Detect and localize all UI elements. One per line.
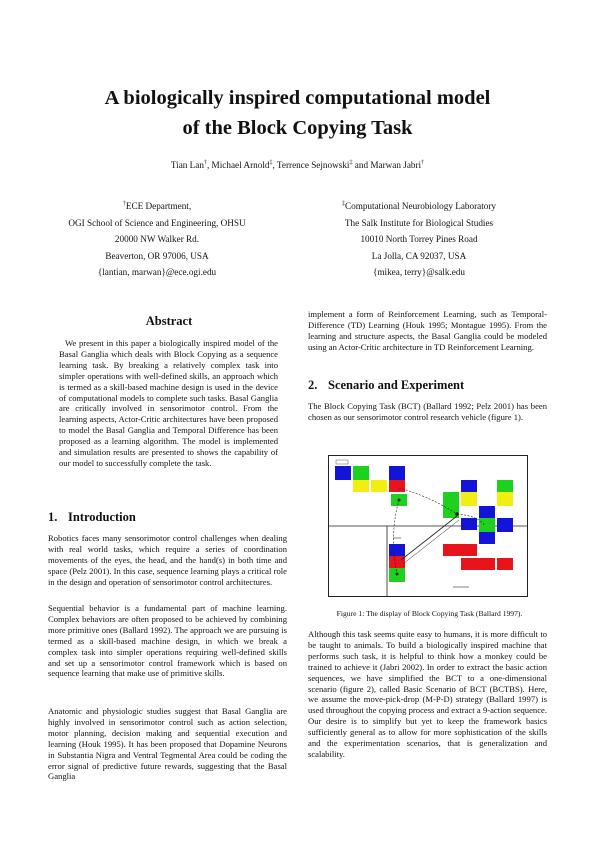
section-title: Scenario and Experiment <box>328 378 465 392</box>
fixation-point <box>396 573 399 576</box>
affiliation-left-dept: ECE Department, <box>125 201 192 211</box>
abstract-heading: Abstract <box>145 314 193 328</box>
author-separator: and <box>352 160 371 170</box>
author-separator: , <box>206 160 212 170</box>
resource-block <box>443 544 477 556</box>
scenario-paragraph-1: The Block Copying Task (BCT) (Ballard 1992; Pelz 2001) has been chosen as our sensorimotor control research vehicle (figure 1). <box>308 401 547 422</box>
affiliation-left-street: 20000 NW Walker Rd. <box>114 234 200 245</box>
model-block <box>353 480 369 492</box>
workspace-block <box>389 544 405 556</box>
author-4-mark: † <box>421 160 425 166</box>
affiliation-left-email: {lantian, marwan}@ece.ogi.edu <box>97 267 217 278</box>
scenario-paragraph-2: Although this task seems quite easy to humans, it is more difficult to be taught to animals. To build a biologically inspired machine that performs such task, it is helpful to think how a monkey could be trained to achieve it (Jabri 2002). In order to extract the basic action sequences, we have simplified the BCT to a one-dimensional scenario (figure 2), called Basic Scenario of BCT (BCTBS). Here, we assume the move-pick-drop (M-P-D) strategy (Ballard 1997) is used throughout the copying process and extract a 9-action sequence. Our desire is to simplify but yet to keep the framework basics sufficiently general as to allow for more sophistication of the skills and the experimentation scenarios, that is generalization and scalability. <box>308 629 547 759</box>
author-2: Michael Arnold <box>211 160 270 170</box>
resource-block <box>479 532 495 544</box>
resource-block <box>497 492 513 506</box>
section-title: Introduction <box>68 510 136 524</box>
resource-block <box>461 558 495 570</box>
affiliation-right-institute: The Salk Institute for Biological Studies <box>344 217 494 228</box>
affiliation-right-city: La Jolla, CA 92037, USA <box>371 250 467 261</box>
author-3: Terrence Sejnowski <box>276 160 350 170</box>
right-paragraph-1: implement a form of Reinforcement Learning, such as Temporal-Difference (TD) Learning (Houk 1995; Montague 1995). From the learning and structure aspects, the Basal Ganglia could be modeled using an Actor-Critic architecture in TD Reinforcement Learning. <box>308 309 547 352</box>
intro-paragraph-2: Sequential behavior is a fundamental part of machine learning. Complex behaviors are often proposed to be achieved by combining more primitive ones (Ballard 1992). The approach we are pursuing is termed as a skill-based machine design, in which we break a complex task into simpler operations requiring well-defined skills and set up a sensorimotor control framework which is based on sequence learning that make use of primitive skills. <box>48 603 287 679</box>
affiliation-right-lab: Computational Neurobiology Laboratory <box>344 201 497 211</box>
resource-block <box>461 480 477 492</box>
author-1-mark: † <box>203 160 207 166</box>
workspace-block <box>389 556 405 568</box>
author-1: Tian Lan <box>170 160 204 170</box>
author-list <box>40 159 555 171</box>
model-block <box>389 480 405 492</box>
resource-block <box>497 480 513 492</box>
model-block <box>389 466 405 480</box>
title-line-2: of the Block Copying Task <box>182 117 413 139</box>
model-block <box>371 480 387 492</box>
affiliation-right-mark: ‡ <box>341 201 345 207</box>
affiliation-right <box>294 198 544 281</box>
model-block <box>353 466 369 480</box>
resource-block <box>461 518 477 530</box>
affiliation-left <box>32 198 282 281</box>
fixation-point <box>455 512 459 516</box>
section-number: 1. <box>48 510 58 524</box>
author-4: Marwan Jabri <box>370 160 422 170</box>
author-separator: , <box>272 160 277 170</box>
title-line-1: A biologically inspired computational model <box>104 87 491 109</box>
paper-title <box>40 83 555 143</box>
block-copying-figure <box>328 455 528 597</box>
figure-caption: Figure 1: The display of Block Copying Task (Ballard 1997). <box>336 609 523 618</box>
author-2-mark: ‡ <box>269 160 273 166</box>
affiliation-left-city: Beaverton, OR 97006, USA <box>105 250 209 261</box>
block-copying-display <box>329 456 527 596</box>
section-number: 2. <box>308 378 318 392</box>
affiliation-left-school: OGI School of Science and Engineering, OHSU <box>68 217 246 228</box>
resource-block <box>479 518 495 532</box>
affiliation-left-mark: † <box>122 201 126 207</box>
affiliation-right-street: 10010 North Torrey Pines Road <box>360 234 478 245</box>
section-heading-scenario <box>308 378 464 393</box>
affiliation-right-email: {mikea, terry}@salk.edu <box>372 267 466 278</box>
abstract-text: We present in this paper a biologically inspired model of the Basal Ganglia which deals with Block Copying as a sequence learning task. By breaking a relatively complex task into simpler operations with well-defined skills, an approach which is termed as a skill-based machine design is used in the device of computational models to complete such tasks. Basal Ganglia are critically involved in sensorimotor control. From the learning aspects, Actor-Critic architectures have been proposed to model the Basal Ganglia and Temporal Difference has been proposed as a learning algorithm. The model is implemented and simulation results are presented to shows the capability of our model to successfully complete the task. <box>59 338 278 468</box>
resource-block <box>497 518 513 532</box>
model-block <box>335 466 351 480</box>
resource-block <box>461 492 477 506</box>
fixation-point <box>398 499 401 502</box>
resource-block <box>497 558 513 570</box>
intro-paragraph-1: Robotics faces many sensorimotor control challenges when dealing with real world tasks, which require a series of coordination movements of the eyes, the head, and the hand(s) in both time and space (Pelz 2001). In this case, sequence learning plays a critical role in the design and operation of sensorimotor control architectures. <box>48 533 287 587</box>
hand-trajectory <box>403 520 459 564</box>
author-3-mark: ‡ <box>349 160 353 166</box>
abstract-body <box>59 338 278 469</box>
resource-block <box>443 492 459 506</box>
intro-paragraph-3: Anatomic and physiologic studies suggest that Basal Ganglia are highly involved in sensorimotor control such as action selection, motor planning, decision making and sequential execution and learning (Houk 1995). It has been proposed that Dopamine Neurons in Substantia Nigra and Ventral Tegmental Area could be coding the error signal of predictive future rewards, suggesting that the Basal Ganglia <box>48 706 287 782</box>
section-heading-introduction <box>48 510 136 525</box>
model-label-marker <box>336 460 348 464</box>
resource-block <box>479 506 495 518</box>
